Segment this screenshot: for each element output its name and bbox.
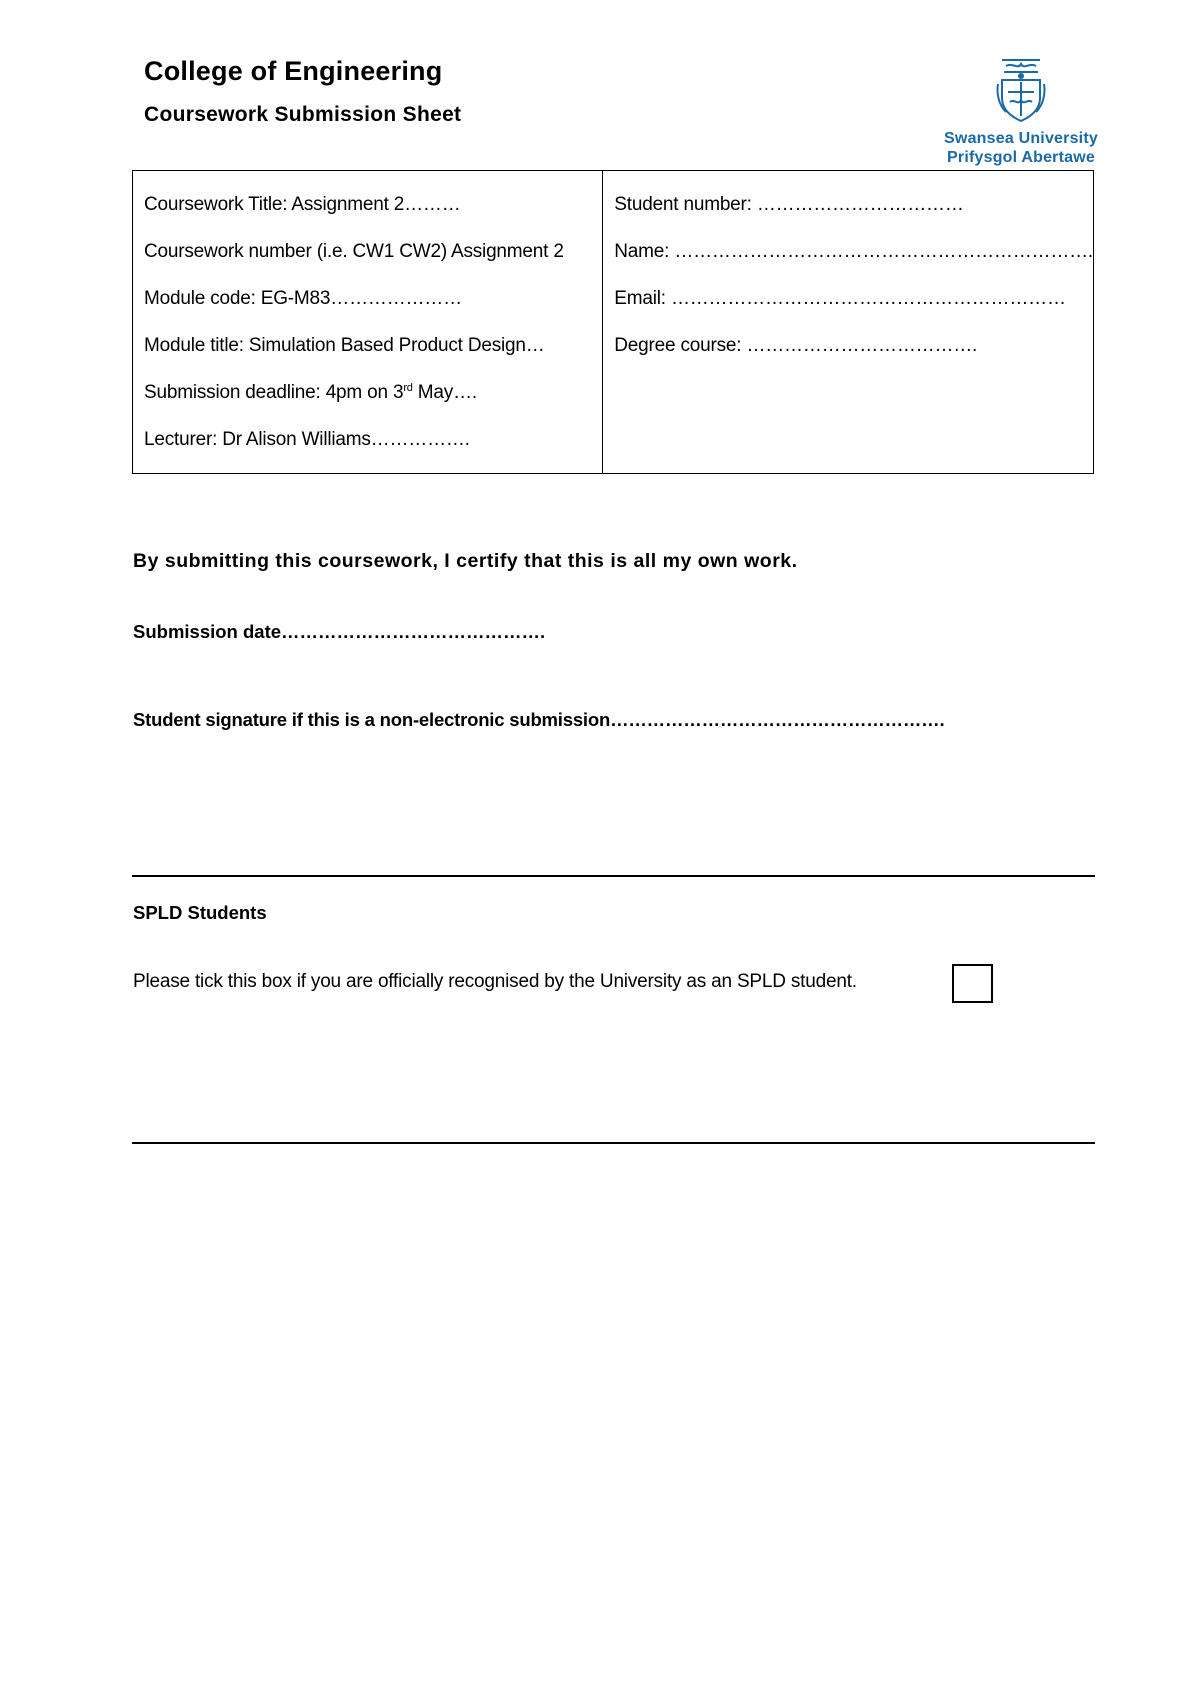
student-details-column: [603, 171, 1093, 473]
spld-instruction-text: Please tick this box if you are officially recognised by the University as an SPLD student.: [133, 971, 857, 992]
student-signature-field[interactable]: Student signature if this is a non-electronic submission……………………………………………….: [133, 709, 945, 730]
coursework-details-column: [133, 171, 603, 473]
deadline-text: Submission deadline: 4pm on 3: [144, 382, 404, 403]
page-subtitle: Coursework Submission Sheet: [144, 103, 462, 126]
page-title: College of Engineering: [144, 56, 443, 86]
section-divider-bottom: [132, 1142, 1095, 1144]
coursework-title-field: Coursework Title: Assignment 2………: [144, 194, 461, 215]
submission-deadline-field: [144, 379, 602, 426]
submission-date-field[interactable]: Submission date…………………………………….: [133, 621, 546, 642]
deadline-ordinal-suffix: rd: [403, 382, 413, 394]
logo-wordmark-welsh: Prifysgol Abertawe: [947, 149, 1095, 166]
lecturer-field: Lecturer: Dr Alison Williams…………….: [144, 429, 470, 450]
module-title-field: Module title: Simulation Based Product Design…: [144, 335, 545, 356]
student-name-field[interactable]: Name: ………………………………………………………….: [614, 241, 1093, 262]
deadline-month: May….: [412, 382, 477, 403]
university-logo: [936, 54, 1106, 172]
spld-checkbox[interactable]: [952, 964, 993, 1003]
student-email-field[interactable]: Email: ………………………………………………………: [614, 288, 1066, 309]
certification-statement: By submitting this coursework, I certify that this is all my own work.: [133, 550, 798, 572]
coursework-details-table: [132, 170, 1094, 474]
section-divider-top: [132, 875, 1095, 877]
student-number-field[interactable]: Student number: ……………………………: [614, 194, 964, 215]
degree-course-field[interactable]: Degree course: ……………………………….: [614, 335, 978, 356]
coursework-number-field: Coursework number (i.e. CW1 CW2) Assignment 2: [144, 241, 564, 262]
module-code-field: Module code: EG-M83…………………: [144, 288, 462, 309]
logo-wordmark-english: Swansea University: [944, 130, 1098, 147]
spld-section-heading: SPLD Students: [133, 902, 267, 923]
university-crest-icon: [996, 54, 1046, 126]
